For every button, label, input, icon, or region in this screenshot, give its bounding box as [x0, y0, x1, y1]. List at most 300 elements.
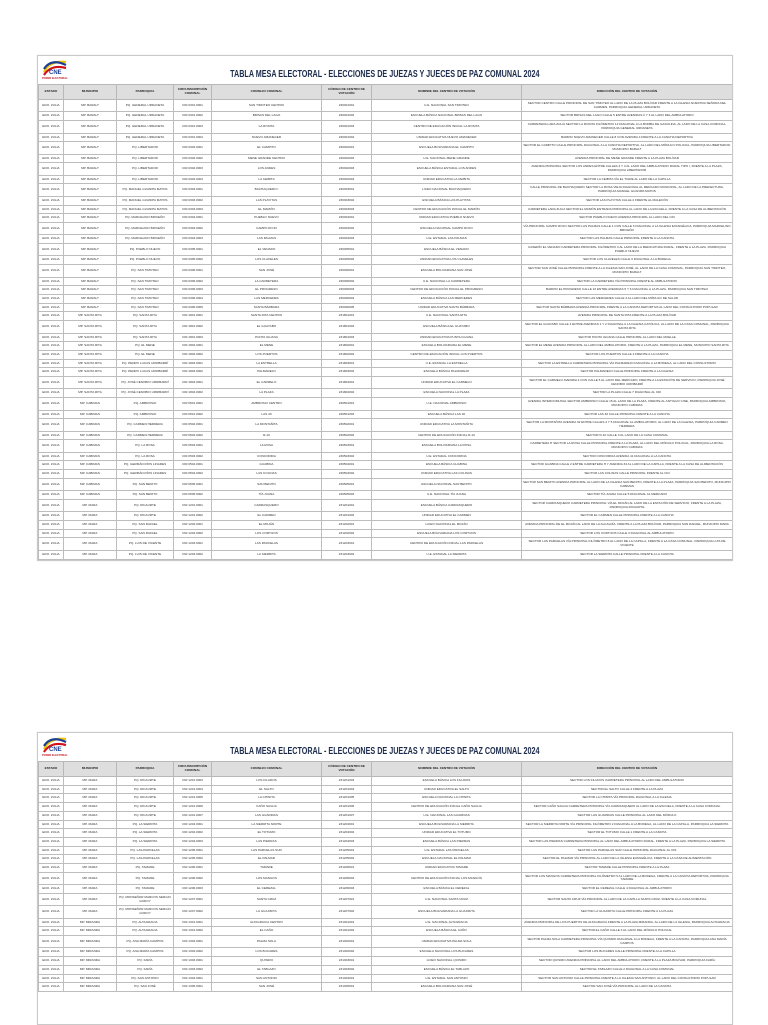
cell-nombre-centro: UNIDAD EDUCATIVA LA MONTAÑITA — [372, 419, 522, 431]
cell-direccion-centro: AVENIDA PRINCIPAL SECTOR LOS ANDES ENTRE CALLES 3 Y 4 AL LADO DEL AMBULATORIO RURAL TIPO I, FRENTE A LA PLAZA, PARROQUIA LIBERTADOR — [522, 163, 733, 175]
cell-parroquia: PQ. LA ROSA — [117, 440, 174, 452]
logo-caption: PODER ELECTORAL — [42, 754, 68, 757]
cell-municipio: MP. MIRANDA — [64, 918, 117, 927]
cell-codigo-centro: 231202002 — [322, 529, 372, 538]
cell-codigo-centro: 231302002 — [322, 948, 372, 957]
page-title — [38, 741, 732, 759]
cell-consejo-comunal: CAMPO ROJO — [212, 222, 322, 234]
cell-municipio: MP. MARA — [64, 846, 117, 855]
cell-parroquia: PQ. PEDRO LUCAS URRIBARRÍ — [117, 359, 174, 368]
table-row — [39, 112, 733, 121]
cell-circunscripcion: CIR.1303.0002 — [174, 965, 212, 974]
cell-consejo-comunal: EL VENADO — [212, 244, 322, 256]
cell-municipio: MP. BARALT — [64, 184, 117, 196]
cell-nombre-centro: LICEO NACIONAL EL MOJÁN — [372, 521, 522, 530]
cell-codigo-centro: 230504001 — [322, 461, 372, 470]
cell-direccion-centro: SECTOR GUABINA CALLE 2 ENTRE CARRETERA H Y AVENIDA 34 AL LADO DE LA CAPILLA, FRENTE A LA CASA DE ALIMENTACIÓN — [522, 461, 733, 470]
table-row — [39, 811, 733, 820]
cell-codigo-centro: 230305002 — [322, 256, 372, 265]
cell-direccion-centro: SECTOR CENTRO CALLE PRINCIPAL DE SAN TIMOTEO AL LADO DE LA PLAZA BOLÍVAR FRENTE A LA IGLESIA NUESTRA SEÑORA DEL CARMEN, PARROQUIA GENERAL URDANETA — [522, 100, 733, 112]
table-row — [39, 906, 733, 918]
table-row — [39, 184, 733, 196]
cell-consejo-comunal: SANTA CRUZ — [212, 893, 322, 905]
cell-parroquia: PQ. PUEBLO NUEVO — [117, 256, 174, 265]
table-row — [39, 470, 733, 479]
cell-municipio: MP. CABIMAS — [64, 452, 117, 461]
cell-parroquia: PQ. LUIS DE VICENTE — [117, 538, 174, 550]
table-row — [39, 452, 733, 461]
cell-parroquia: PQ. FARÍA — [117, 957, 174, 966]
cell-municipio: MP. SANTA RITA — [64, 333, 117, 342]
cell-codigo-centro: 230504002 — [322, 470, 372, 479]
cell-parroquia: PQ. SAN ANTONIO — [117, 974, 174, 983]
cell-municipio: MP. CABIMAS — [64, 419, 117, 431]
cell-consejo-comunal: LA ROSITA — [212, 121, 322, 133]
cell-municipio: MP. BARALT — [64, 277, 117, 286]
cell-consejo-comunal: LOS FILUDOS — [212, 777, 322, 786]
cell-codigo-centro: 230301004 — [322, 133, 372, 142]
cell-estado: EDO. ZULIA — [39, 205, 64, 214]
cell-direccion-centro: SECTOR SAN ANTONIO CALLE PRINCIPAL FRENTE A LA IGLESIA SAN ANTONIO, AL LADO DEL CONSULTORIO POPULAR — [522, 974, 733, 983]
cell-municipio: MP. MARA — [64, 893, 117, 905]
column-header-direccion: DIRECCIÓN DEL CENTRO DE VOTACIÓN — [522, 85, 733, 100]
cell-estado: EDO. ZULIA — [39, 133, 64, 142]
table-row — [39, 205, 733, 214]
cell-nombre-centro: ESCUELA BÁSICA LOS FILUDOS — [372, 777, 522, 786]
cell-estado: EDO. ZULIA — [39, 521, 64, 530]
cell-parroquia: PQ. LA SIERRITA — [117, 829, 174, 838]
cell-estado: EDO. ZULIA — [39, 785, 64, 794]
cell-codigo-centro: 231204002 — [322, 829, 372, 838]
cell-direccion-centro: SECTOR EL TABLAZO CALLE 2 DIAGONAL A LA CASA COMUNAL — [522, 965, 733, 974]
cell-circunscripcion: CIR.1204.0003 — [174, 837, 212, 846]
cell-parroquia: PQ. CARMEN HERRERA — [117, 419, 174, 431]
cell-parroquia: PQ. SAN BENITO — [117, 478, 174, 490]
cell-nombre-centro: ESCUELA BOLIVARIANA LA SIERRITA — [372, 820, 522, 829]
table-row — [39, 918, 733, 927]
page-header — [38, 733, 732, 761]
cell-estado: EDO. ZULIA — [39, 452, 64, 461]
cell-parroquia: PQ. SAN TIMOTEO — [117, 265, 174, 277]
cell-estado: EDO. ZULIA — [39, 286, 64, 295]
cell-estado: EDO. ZULIA — [39, 321, 64, 333]
cell-direccion-centro: SECTOR SAN JOSÉ CALLE PRINCIPAL FRENTE A LA IGLESIA SAN JOSÉ, AL LADO DE LA CASA COMUNAL, PARROQUIA SAN TIMOTEO, MUNICIPIO BARALT — [522, 265, 733, 277]
table-row — [39, 154, 733, 163]
cell-parroquia: PQ. CARMEN HERRERA — [117, 431, 174, 440]
table-row — [39, 777, 733, 786]
cell-circunscripcion: CIR.0504.0001 — [174, 461, 212, 470]
cell-codigo-centro: 230302001 — [322, 142, 372, 154]
cell-consejo-comunal: EL PROGRESO — [212, 286, 322, 295]
cell-nombre-centro: ESCUELA NACIONAL EL PALMAR — [372, 855, 522, 864]
cell-nombre-centro: CENTRO DE EDUCACIÓN INICIAL R-10 — [372, 431, 522, 440]
column-header-centro: NOMBRE DEL CENTRO DE VOTACIÓN — [372, 85, 522, 100]
cell-circunscripcion: CIR.0305.0002 — [174, 256, 212, 265]
cell-nombre-centro: ESCUELA BÁSICA EL CAÑO — [372, 927, 522, 936]
cell-municipio: MP. MARA — [64, 906, 117, 918]
cell-municipio: MP. SANTA RITA — [64, 342, 117, 351]
cell-parroquia: PQ. LIBERTADOR — [117, 175, 174, 184]
cell-direccion-centro: SECTOR LA SIERRITA NORTE VÍA PRINCIPAL KILÓMETRO 2 DIAGONAL A LA BODEGA, AL LADO DE LA CAPILLA, PARROQUIA LA SIERRITA — [522, 820, 733, 829]
document-page-2 — [37, 732, 733, 1025]
cell-estado: EDO. ZULIA — [39, 440, 64, 452]
cell-consejo-comunal: SANTA RITA CENTRO — [212, 312, 322, 321]
cell-consejo-comunal: QUISIRO — [212, 957, 322, 966]
cell-circunscripcion: CIR.1207.0001 — [174, 893, 212, 905]
cell-estado: EDO. ZULIA — [39, 491, 64, 500]
cell-direccion-centro: SECTOR LA SIERRITA CALLE PRINCIPAL FRENTE A LA CANCHA — [522, 550, 733, 559]
table-row — [39, 794, 733, 803]
cell-nombre-centro: CENTRO DE EDUCACIÓN INICIAL LOS MANGOS — [372, 872, 522, 884]
cell-nombre-centro: UNIDAD EDUCATIVA EL CARMEN — [372, 512, 522, 521]
cell-nombre-centro: UNIDAD EDUCATIVA LOS CLAVELES — [372, 256, 522, 265]
table-row — [39, 864, 733, 873]
cell-municipio: MP. MIRANDA — [64, 957, 117, 966]
cell-direccion-centro: SECTOR TAMARE CALLE PRINCIPAL FRENTE A LA PLAZA — [522, 864, 733, 873]
cell-direccion-centro: SECTOR EL GUAYABO CALLE 4 ENTRE AVENIDAS 1 Y 2 DIAGONAL A LA IGLESIA CATÓLICA, AL LADO DE LA CASA COMUNAL, PARROQUIA SANTA RITA — [522, 321, 733, 333]
cell-parroquia: PQ. RICAURTE — [117, 794, 174, 803]
cell-municipio: MP. MARA — [64, 794, 117, 803]
cell-municipio: MP. MARA — [64, 855, 117, 864]
cell-codigo-centro: 231803002 — [322, 368, 372, 377]
cell-circunscripcion: CIR.1301.0002 — [174, 927, 212, 936]
cell-direccion-centro: SECTOR LAS PARCELAS VÍA PRINCIPAL KILÓMETRO 8 AL LADO DE LA CAPILLA, FRENTE A LA CASA COMUNAL, PARROQUIA LUIS DE VICENTE — [522, 538, 733, 550]
cell-circunscripcion: CIR.0504.0002 — [174, 470, 212, 479]
cell-codigo-centro: 230505002 — [322, 491, 372, 500]
cell-municipio: MP. SANTA RITA — [64, 389, 117, 398]
table-row — [39, 142, 733, 154]
table-row — [39, 936, 733, 948]
cell-municipio: MP. BARALT — [64, 294, 117, 303]
cell-circunscripcion: CIR.0501.0002 — [174, 410, 212, 419]
cell-estado: EDO. ZULIA — [39, 529, 64, 538]
cell-circunscripcion: CIR.0302.0003 — [174, 163, 212, 175]
cell-codigo-centro: 231201002 — [322, 512, 372, 521]
cell-consejo-comunal: ALTAGRACIA CENTRO — [212, 918, 322, 927]
cell-consejo-comunal: SAN BENITO — [212, 478, 322, 490]
cell-municipio: MP. BARALT — [64, 112, 117, 121]
cell-direccion-centro: SECTOR PUNTA IGUANA CALLE PRINCIPAL AL LADO DEL MUELLE — [522, 333, 733, 342]
cell-nombre-centro: ESCUELA BOLIVARIANA SAN JOSÉ — [372, 983, 522, 992]
cell-nombre-centro: ESCUELA NACIONAL LA PLAZA — [372, 389, 522, 398]
cell-codigo-centro: 230305001 — [322, 244, 372, 256]
cell-estado: EDO. ZULIA — [39, 470, 64, 479]
cell-parroquia: PQ. GENERAL URDANETA — [117, 133, 174, 142]
page-title — [38, 64, 732, 82]
cell-codigo-centro: 230301003 — [322, 121, 372, 133]
cell-consejo-comunal: TÍA JUANA — [212, 491, 322, 500]
cell-circunscripcion: CIR.1201.0004 — [174, 785, 212, 794]
cell-circunscripcion: CIR.1203.0002 — [174, 550, 212, 559]
table-row — [39, 196, 733, 205]
cell-direccion-centro: SECTOR QUISIRO AVENIDA PRINCIPAL AL LADO DEL AMBULATORIO, FRENTE A LA PLAZA BOLÍVAR, PARROQUIA FARÍA — [522, 957, 733, 966]
cell-municipio: MP. CABIMAS — [64, 410, 117, 419]
table-row — [39, 893, 733, 905]
cell-parroquia: PQ. ANA MARÍA CAMPOS — [117, 948, 174, 957]
cell-municipio: MP. MARA — [64, 785, 117, 794]
cell-direccion-centro: SECTOR LOS BUCARES CALLE PRINCIPAL FRENTE A LA CAPILLA — [522, 948, 733, 957]
column-header-centro: NOMBRE DEL CENTRO DE VOTACIÓN — [372, 762, 522, 777]
cell-consejo-comunal: LAS PARCELAS SUR — [212, 846, 322, 855]
cell-direccion-centro: SECTOR LA CEIBITA VÍA EL TIGRE AL LADO DE LA CAPILLA — [522, 175, 733, 184]
page-header — [38, 56, 732, 84]
cell-parroquia: PQ. TAMARE — [117, 872, 174, 884]
column-header-circunscripcion: CIRCUNSCRIPCIÓN COMUNAL — [174, 85, 212, 100]
cell-codigo-centro: 230306005 — [322, 303, 372, 312]
cell-nombre-centro: ESCUELA BOLIVARIANA LA GUAJIRITA — [372, 906, 522, 918]
cell-estado: EDO. ZULIA — [39, 906, 64, 918]
cell-codigo-centro: 230501001 — [322, 398, 372, 410]
cell-nombre-centro: UNIDAD EDUCATIVA LA CEIBITA — [372, 175, 522, 184]
cell-parroquia: PQ. LUIS DE VICENTE — [117, 550, 174, 559]
cell-circunscripcion: CIR.1202.0002 — [174, 529, 212, 538]
cell-circunscripcion: CIR.1801.0003 — [174, 333, 212, 342]
cell-nombre-centro: U.E. ESTADAL CONCORDIA — [372, 452, 522, 461]
cell-municipio: MP. BARALT — [64, 100, 117, 112]
cell-direccion-centro: SECTOR EL CAMPITO CALLE PRINCIPAL DIAGONAL A LA CANCHA DEPORTIVA, AL LADO DEL MÓDULO POLICIAL, PARROQUIA LIBERTADOR, MUNICIPIO BARALT — [522, 142, 733, 154]
cell-consejo-comunal: LA CHINITA — [212, 794, 322, 803]
cell-circunscripcion: CIR.1804.0002 — [174, 389, 212, 398]
cell-estado: EDO. ZULIA — [39, 461, 64, 470]
table-row — [39, 820, 733, 829]
cell-circunscripcion: CIR.1301.0001 — [174, 918, 212, 927]
cell-direccion-centro: SECTOR CONCORDIA AVENIDA 41 DIAGONAL A LA CANCHA — [522, 452, 733, 461]
cell-direccion-centro: CASERÍO EL VENADO CARRETERA PRINCIPAL KILÓMETRO 4 AL LADO DE LA MEDICATURA RURAL, FRENTE A LA PLAZA, PARROQUIA PUEBLO NUEVO — [522, 244, 733, 256]
cell-circunscripcion: CIR.1302.0001 — [174, 936, 212, 948]
cell-direccion-centro: SECTOR CARRASQUERO CARRETERA PRINCIPAL VÍA EL MOJÁN AL LADO DE LA ESTACIÓN DE SERVICIO, FRENTE A LA PLAZA, PARROQUIA RICAURTE — [522, 499, 733, 511]
cell-codigo-centro: 231203002 — [322, 550, 372, 559]
cell-municipio: MP. MARA — [64, 811, 117, 820]
table-row — [39, 983, 733, 992]
cell-consejo-comunal: LOS PUERTOS — [212, 350, 322, 359]
cell-parroquia: PQ. LA ROSA — [117, 452, 174, 461]
column-header-municipio: MUNICIPIO — [64, 762, 117, 777]
cell-circunscripcion: CIR.0304.0003 — [174, 235, 212, 244]
cell-nombre-centro: CENTRO DE EDUCACIÓN INICIAL EL MAMÓN — [372, 205, 522, 214]
cell-direccion-centro: SECTOR PALMAREJO CALLE PRINCIPAL FRENTE A LA IGLESIA — [522, 368, 733, 377]
cell-codigo-centro: 231303002 — [322, 965, 372, 974]
cell-circunscripcion: CIR.1305.0001 — [174, 983, 212, 992]
cell-parroquia: PQ. MARCELINO BRICEÑO — [117, 235, 174, 244]
cell-codigo-centro: 230503002 — [322, 452, 372, 461]
cell-consejo-comunal: EL PALMAR — [212, 855, 322, 864]
cell-consejo-comunal: LAS 40 — [212, 410, 322, 419]
cell-nombre-centro: LICEO NACIONAL QUISIRO — [372, 957, 522, 966]
cell-consejo-comunal: EL MOJÁN — [212, 521, 322, 530]
cell-estado: EDO. ZULIA — [39, 196, 64, 205]
column-header-consejo: CONSEJO COMUNAL — [212, 85, 322, 100]
cell-parroquia: PQ. SANTA RITA — [117, 321, 174, 333]
cell-municipio: MP. MARA — [64, 864, 117, 873]
cell-parroquia: PQ. FARÍA — [117, 965, 174, 974]
cell-nombre-centro: ESCUELA BÁSICA CARRASQUERO — [372, 499, 522, 511]
cell-codigo-centro: 230502002 — [322, 431, 372, 440]
cell-parroquia: PQ. GERMÁN RÍOS LINARES — [117, 461, 174, 470]
cell-direccion-centro: SECTOR LAS PARCELAS SUR CALLE PRINCIPAL DIAGONAL AL CDI — [522, 846, 733, 855]
cell-codigo-centro: 231202001 — [322, 521, 372, 530]
cell-codigo-centro: 231201007 — [322, 811, 372, 820]
cell-codigo-centro: 230302002 — [322, 154, 372, 163]
cell-nombre-centro: CENTRO DE EDUCACIÓN INICIAL LOS PUERTOS — [372, 350, 522, 359]
cell-circunscripcion: CIR.0303.0002 — [174, 196, 212, 205]
cell-circunscripcion: CIR.0502.0001 — [174, 419, 212, 431]
cell-direccion-centro: SECTOR SAN JOSÉ VÍA PRINCIPAL AL LADO DE LA CANCHA — [522, 983, 733, 992]
cell-consejo-comunal: EL CAMPITO — [212, 142, 322, 154]
cell-parroquia: PQ. RICAURTE — [117, 785, 174, 794]
column-header-codigo: CÓDIGO DE CENTRO DE VOTACIÓN — [322, 762, 372, 777]
table-header-row — [39, 85, 733, 100]
cell-municipio: MP. MARA — [64, 829, 117, 838]
cell-municipio: MP. MARA — [64, 521, 117, 530]
cell-parroquia: PQ. GENERAL URDANETA — [117, 100, 174, 112]
cell-direccion-centro: SECTOR LAS MERCEDES CALLE 3 AL LADO DEL MÓDULO DE SALUD — [522, 294, 733, 303]
table-row — [39, 359, 733, 368]
table-row — [39, 321, 733, 333]
cell-circunscripcion: CIR.0301.0002 — [174, 112, 212, 121]
cell-estado: EDO. ZULIA — [39, 837, 64, 846]
cell-circunscripcion: CIR.0502.0002 — [174, 431, 212, 440]
cell-estado: EDO. ZULIA — [39, 175, 64, 184]
cell-circunscripcion: CIR.0505.0001 — [174, 478, 212, 490]
cell-circunscripcion: CIR.1201.0005 — [174, 794, 212, 803]
cell-codigo-centro: 231801002 — [322, 321, 372, 333]
cell-nombre-centro: U.E. ESTADAL LA SIERRITA — [372, 550, 522, 559]
cell-parroquia: PQ. SAN TIMOTEO — [117, 277, 174, 286]
cell-municipio: MP. MARA — [64, 499, 117, 511]
cell-municipio: MP. SANTA RITA — [64, 321, 117, 333]
cell-estado: EDO. ZULIA — [39, 936, 64, 948]
cell-direccion-centro: SECTOR LAS COLINAS CALLE PRINCIPAL FRENTE AL CDI — [522, 470, 733, 479]
table-body — [39, 100, 733, 560]
cell-circunscripcion: CIR.0304.0002 — [174, 222, 212, 234]
table-row — [39, 461, 733, 470]
cell-municipio: MP. BARALT — [64, 163, 117, 175]
table-row — [39, 100, 733, 112]
cell-direccion-centro: CALLE PRINCIPAL DE BACHAQUERO SECTOR LA ROSA VIEJA DIAGONAL AL MERCADO MUNICIPAL, AL LADO DE LA PREFECTURA, PARROQUIA MANUEL GUANIPA MATOS — [522, 184, 733, 196]
cell-circunscripcion: CIR.1801.0002 — [174, 321, 212, 333]
cell-estado: EDO. ZULIA — [39, 777, 64, 786]
cell-nombre-centro: UNIDAD EDUCATIVA PUNTA IGUANA — [372, 333, 522, 342]
cell-circunscripcion: CIR.1201.0007 — [174, 811, 212, 820]
cell-estado: EDO. ZULIA — [39, 499, 64, 511]
table-row — [39, 846, 733, 855]
cell-direccion-centro: BARRIO EL PROGRESO CALLE 10 ENTRE AVENIDAS 5 Y 6 DIAGONAL A LA PLAZA, PARROQUIA SAN TIMOTEO — [522, 286, 733, 295]
cell-municipio: MP. SANTA RITA — [64, 377, 117, 389]
cell-direccion-centro: SECTOR LAS PALMAS CALLE PRINCIPAL FRENTE A LA CANCHA — [522, 235, 733, 244]
column-header-circunscripcion: CIRCUNSCRIPCIÓN COMUNAL — [174, 762, 212, 777]
cell-estado: EDO. ZULIA — [39, 154, 64, 163]
table-row — [39, 214, 733, 223]
cell-codigo-centro: 231801003 — [322, 333, 372, 342]
table-row — [39, 965, 733, 974]
cell-nombre-centro: ESCUELA NACIONAL CAMPO ROJO — [372, 222, 522, 234]
cell-codigo-centro: 230303002 — [322, 196, 372, 205]
cell-estado: EDO. ZULIA — [39, 256, 64, 265]
table-row — [39, 312, 733, 321]
cell-estado: EDO. ZULIA — [39, 983, 64, 992]
cell-parroquia: PQ. MONSEÑOR MARCOS SERGIO GODOY — [117, 893, 174, 905]
table-row — [39, 957, 733, 966]
cell-direccion-centro: SECTOR EL CAÑO CALLE 3 AL LADO DEL MÓDULO POLICIAL — [522, 927, 733, 936]
table-row — [39, 538, 733, 550]
cell-circunscripcion: CIR.1201.0006 — [174, 803, 212, 812]
cell-municipio: MP. MARA — [64, 885, 117, 894]
cell-consejo-comunal: EL MENE — [212, 342, 322, 351]
cell-parroquia: PQ. LAS PARCELAS — [117, 846, 174, 855]
cell-municipio: MP. BARALT — [64, 205, 117, 214]
cell-circunscripcion: CIR.1205.0002 — [174, 855, 212, 864]
cell-nombre-centro: ESCUELA BÁSICA LAS 40 — [372, 410, 522, 419]
cell-codigo-centro: 231802001 — [322, 342, 372, 351]
cell-parroquia: PQ. AMBROSIO — [117, 410, 174, 419]
table-row — [39, 163, 733, 175]
cell-municipio: MP. MARA — [64, 538, 117, 550]
cell-codigo-centro: 231301001 — [322, 918, 372, 927]
cell-direccion-centro: SECTOR LAS GUARDIAS CALLE PRINCIPAL AL LADO DEL MÓDULO — [522, 811, 733, 820]
cell-estado: EDO. ZULIA — [39, 794, 64, 803]
cell-nombre-centro: U.E. NACIONAL SANTA RITA — [372, 312, 522, 321]
cell-direccion-centro: SECTOR EL PALMAR VÍA PRINCIPAL AL LADO DE LA IGLESIA EVANGÉLICA, FRENTE A LA CASA DE ALIMENTACIÓN — [522, 855, 733, 864]
column-header-municipio: MUNICIPIO — [64, 85, 117, 100]
cell-nombre-centro: U.E. NACIONAL ALTAGRACIA — [372, 918, 522, 927]
table-row — [39, 333, 733, 342]
cell-direccion-centro: SECTOR EL MENE AVENIDA PRINCIPAL AL LADO DEL AMBULATORIO, FRENTE A LA PLAZA, PARROQUIA EL MENE, MUNICIPIO SANTA RITA — [522, 342, 733, 351]
cell-nombre-centro: U.E. ESTADAL LAS PALMAS — [372, 235, 522, 244]
cell-circunscripcion: CIR.1801.0001 — [174, 312, 212, 321]
cell-parroquia: PQ. PEDRO LUCAS URRIBARRÍ — [117, 368, 174, 377]
table-row — [39, 512, 733, 521]
cell-estado: EDO. ZULIA — [39, 277, 64, 286]
cell-circunscripcion: CIR.0301.0001 — [174, 100, 212, 112]
cell-nombre-centro: U.E. NACIONAL LAS GUARDIAS — [372, 811, 522, 820]
cell-circunscripcion: CIR.0306.0001 — [174, 265, 212, 277]
cell-direccion-centro: SECTOR LA ESTRELLA CARRETERA PRINCIPAL VÍA PALMAREJO DIAGONAL A LA BODEGA, AL LADO DEL CONSULTORIO — [522, 359, 733, 368]
cell-municipio: MP. BARALT — [64, 222, 117, 234]
cell-direccion-centro: SECTOR BRISAS DEL LAGO CALLE 5 ENTRE AVENIDAS 2 Y 3 AL LADO DEL AMBULATORIO — [522, 112, 733, 121]
cell-codigo-centro: 230306004 — [322, 294, 372, 303]
cell-estado: EDO. ZULIA — [39, 377, 64, 389]
cell-consejo-comunal: R-10 — [212, 431, 322, 440]
cell-codigo-centro: 230502001 — [322, 419, 372, 431]
cell-consejo-comunal: LOS CORTIJOS — [212, 529, 322, 538]
cell-nombre-centro: ESCUELA BOLIVARIANA LOS CORTIJOS — [372, 529, 522, 538]
cell-nombre-centro: UNIDAD EDUCATIVA PALMA SOLA — [372, 936, 522, 948]
cell-municipio: MP. CABIMAS — [64, 470, 117, 479]
logo-text: CNE — [49, 70, 62, 76]
cell-estado: EDO. ZULIA — [39, 163, 64, 175]
table-row — [39, 410, 733, 419]
cell-consejo-comunal: EL TABLAZO — [212, 965, 322, 974]
cell-estado: EDO. ZULIA — [39, 820, 64, 829]
cell-parroquia: PQ. SANTA RITA — [117, 312, 174, 321]
cell-direccion-centro: SECTOR LAS PLAYITAS CALLE 2 FRENTE AL MALECÓN — [522, 196, 733, 205]
cell-municipio: MP. MIRANDA — [64, 927, 117, 936]
cell-municipio: MP. SANTA RITA — [64, 350, 117, 359]
cell-consejo-comunal: SAN ANTONIO — [212, 974, 322, 983]
cell-estado: EDO. ZULIA — [39, 538, 64, 550]
cell-nombre-centro: U.E. NACIONAL TÍA JUANA — [372, 491, 522, 500]
cell-nombre-centro: U.E. NACIONAL AMBROSIO — [372, 398, 522, 410]
cell-direccion-centro: AVENIDA PRINCIPAL DE SANTA RITA FRENTE A LA PLAZA BOLÍVAR — [522, 312, 733, 321]
cell-direccion-centro: SECTOR EL CEREZAL CALLE 4 DIAGONAL AL AMBULATORIO — [522, 885, 733, 894]
cell-nombre-centro: ESCUELA BÁSICA NACIONAL BRISAS DEL LAGO — [372, 112, 522, 121]
cell-circunscripcion: CIR.1206.0002 — [174, 872, 212, 884]
cell-direccion-centro: CARRETERA LARA ZULIA SECTOR LA ROSITA KILÓMETRO 12 DIAGONAL A LA BOMBA DE GASOLINA, AL LADO DE LA CASA COMUNAL, PARROQUIA GENERAL URDANETA — [522, 121, 733, 133]
cell-direccion-centro: SECTOR LOS FILUDOS CARRETERA PRINCIPAL AL LADO DEL AMBULATORIO — [522, 777, 733, 786]
cell-direccion-centro: SECTOR CAÑO SAGUA CARRETERA PRINCIPAL VÍA CARRASQUERO AL LADO DE LA ESCUELA, FRENTE A LA CASA COMUNAL — [522, 803, 733, 812]
cell-consejo-comunal: CONCORDIA — [212, 452, 322, 461]
cell-direccion-centro: SECTOR LOS CORTIJOS CALLE 3 DIAGONAL AL AMBULATORIO — [522, 529, 733, 538]
